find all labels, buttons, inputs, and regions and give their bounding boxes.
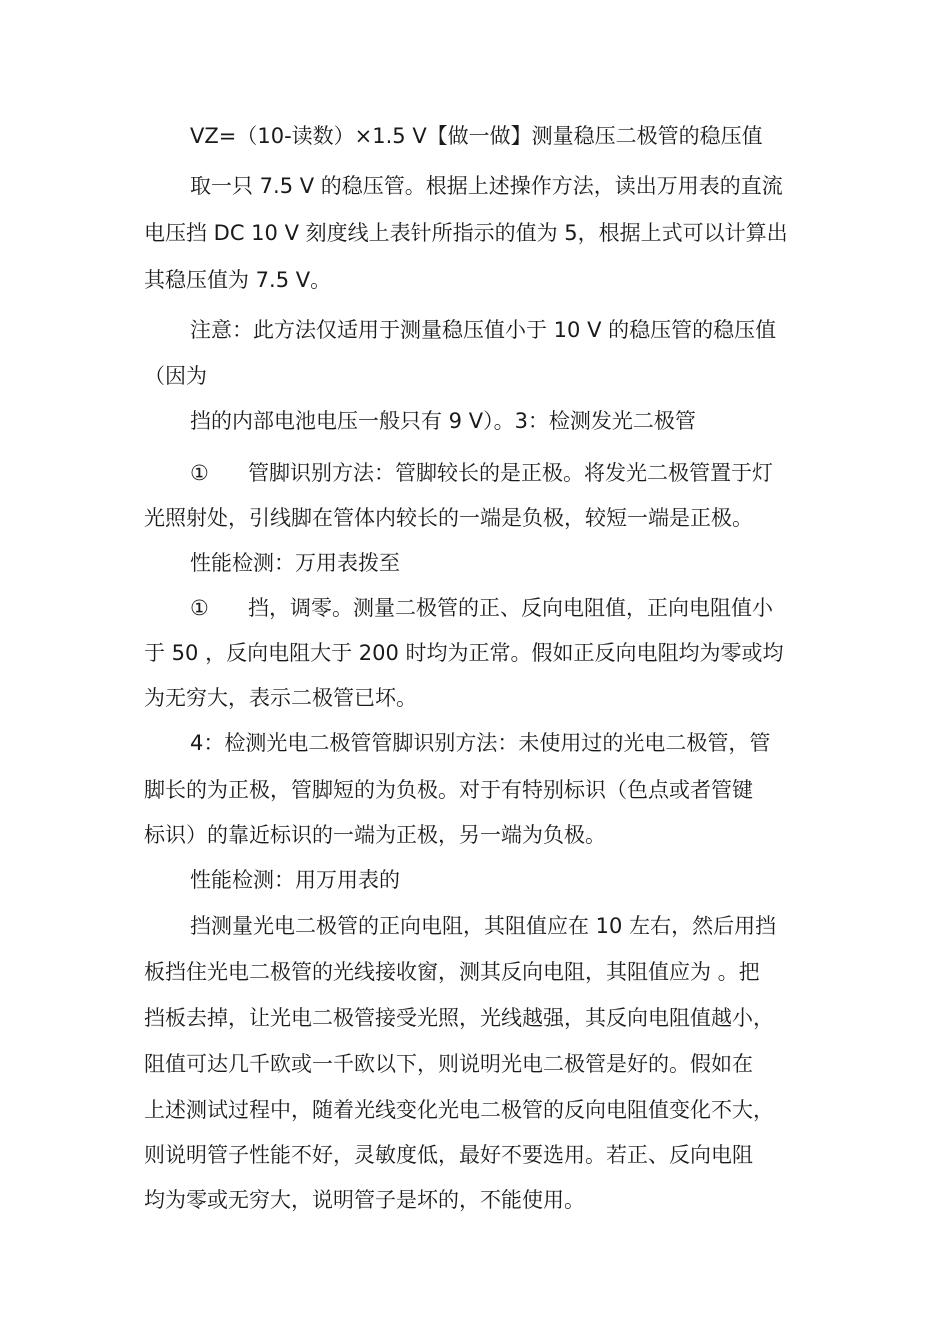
text-line: 标识）的靠近标识的一端为正极，另一端为负极。 xyxy=(144,823,606,847)
text-line: 阻值可达几千欧或一千欧以下，则说明光电二极管是好的。假如在 xyxy=(144,1052,753,1076)
text-line: 注意：此方法仅适用于测量稳压值小于 10 V 的稳压管的稳压值 xyxy=(190,318,777,342)
paragraph-line xyxy=(0,772,950,808)
text-line: 管脚识别方法：管脚较长的是正极。将发光二极管置于灯 xyxy=(248,461,773,485)
paragraph-line xyxy=(0,680,950,716)
text-line: 板挡住光电二极管的光线接收窗，测其反向电阻，其阻值应为 。把 xyxy=(144,960,760,984)
text-line: 性能检测：万用表拨至 xyxy=(190,551,400,575)
text-line: 为无穷大，表示二极管已坏。 xyxy=(144,686,417,710)
circled-number: ① xyxy=(190,596,209,620)
paragraph-line xyxy=(0,168,950,204)
paragraph-line xyxy=(0,725,950,761)
text-line: 其稳压值为 7.5 V。 xyxy=(144,268,332,292)
paragraph-line xyxy=(0,1000,950,1036)
paragraph-line xyxy=(0,1182,950,1218)
text-line: （因为 xyxy=(144,364,207,388)
note-line xyxy=(0,358,950,394)
text-line: 则说明管子性能不好，灵敏度低，最好不要选用。若正、反向电阻 xyxy=(144,1143,753,1167)
paragraph-line xyxy=(0,1046,950,1082)
text-line: 电压挡 DC 10 V 刻度线上表针所指示的值为 5，根据上式可以计算出 xyxy=(144,221,788,245)
list-item-line xyxy=(0,455,950,491)
note-line xyxy=(0,312,950,348)
list-item-line xyxy=(0,590,950,626)
text-line: 挡，调零。测量二极管的正、反向电阻值，正向电阻值小 xyxy=(248,596,773,620)
text-line: 性能检测：用万用表的 xyxy=(190,868,400,892)
paragraph-line xyxy=(0,862,950,898)
text-line: 取一只 7.5 V 的稳压管。根据上述操作方法，读出万用表的直流 xyxy=(190,174,783,198)
paragraph-line xyxy=(0,1137,950,1173)
paragraph-line xyxy=(0,817,950,853)
text-line: 光照射处，引线脚在管体内较长的一端是负极，较短一端是正极。 xyxy=(144,506,753,530)
text-line: 挡板去掉，让光电二极管接受光照，光线越强，其反向电阻值越小， xyxy=(144,1006,774,1030)
paragraph-line xyxy=(0,908,950,944)
text-line: 4：检测光电二极管管脚识别方法：未使用过的光电二极管，管 xyxy=(190,731,771,755)
paragraph-line xyxy=(0,954,950,990)
text-line: VZ=（10-读数）×1.5 V【做一做】测量稳压二极管的稳压值 xyxy=(190,124,763,148)
paragraph-line xyxy=(0,215,950,251)
text-line: 挡的内部电池电压一般只有 9 V）。3：检测发光二极管 xyxy=(190,409,696,433)
text-line: 均为零或无穷大，说明管子是坏的，不能使用。 xyxy=(144,1188,585,1212)
paragraph-line xyxy=(0,262,950,298)
formula-heading-line xyxy=(0,118,950,154)
paragraph-line xyxy=(0,635,950,671)
paragraph-line xyxy=(0,1092,950,1128)
note-line xyxy=(0,403,950,439)
text-line: 挡测量光电二极管的正向电阻，其阻值应在 10 左右，然后用挡 xyxy=(190,914,777,938)
text-line: 于 50 ，反向电阻大于 200 时均为正常。假如正反向电阻均为零或均 xyxy=(144,641,784,665)
text-line: 脚长的为正极，管脚短的为负极。对于有特别标识（色点或者管键 xyxy=(144,778,753,802)
text-line: 上述测试过程中，随着光线变化光电二极管的反向电阻值变化不大， xyxy=(144,1098,774,1122)
circled-number: ① xyxy=(190,461,209,485)
paragraph-line xyxy=(0,500,950,536)
paragraph-line xyxy=(0,545,950,581)
